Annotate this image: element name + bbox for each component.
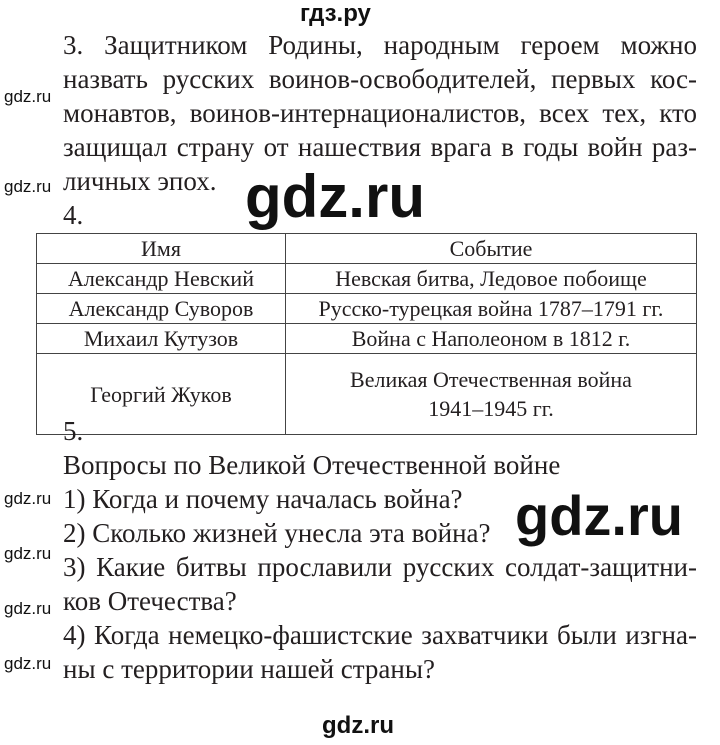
task5-number: 5.: [63, 416, 84, 446]
table-row: [37, 264, 697, 294]
watermark-small: gdz.ru: [4, 599, 52, 618]
watermark-small: gdz.ru: [4, 87, 52, 106]
table-header-row: [37, 234, 697, 264]
cell-event: Невская битва, Ледовое побоище: [286, 264, 697, 294]
task5-line: 2) Сколько жизней унесла эта война?: [63, 518, 491, 548]
watermark-top: гдз.ру: [300, 0, 371, 27]
cell-name: Александр Суворов: [37, 294, 286, 324]
task3-line: личных эпох.: [63, 166, 217, 196]
header-event: Событие: [286, 234, 697, 264]
cell-name: Михаил Кутузов: [37, 324, 286, 354]
task5-line: 4) Когда немецко-фашистские захватчики были изгна-: [63, 620, 697, 650]
watermark-bottom: gdz.ru: [322, 712, 394, 739]
watermark-small: gdz.ru: [4, 489, 52, 508]
cell-name: Александр Невский: [37, 264, 286, 294]
heroes-table: [36, 233, 697, 435]
watermark-small: gdz.ru: [4, 177, 52, 196]
cell-event-line: 1941–1945 гг.: [428, 396, 554, 421]
watermark-big: gdz.ru: [245, 163, 425, 230]
cell-event-line: Великая Отечественная война: [350, 367, 632, 392]
task4-number: 4.: [63, 200, 84, 230]
task3-line: защищал страну от нашествия врага в годы войн раз-: [63, 132, 697, 162]
task5-line: 1) Когда и почему началась война?: [63, 484, 463, 514]
task3-line: назвать русских воинов-освободителей, первых кос-: [63, 64, 697, 94]
cell-event: Русско-турецкая война 1787–1791 гг.: [286, 294, 697, 324]
watermark-small: gdz.ru: [4, 654, 52, 673]
task5-heading: Вопросы по Великой Отечественной войне: [63, 450, 561, 480]
watermark-big: gdz.ru: [515, 484, 683, 547]
header-name: Имя: [37, 234, 286, 264]
task5-line: ков Отечества?: [63, 586, 237, 616]
task3-line: монавтов, воинов-интернационалистов, всех тех, кто: [63, 98, 697, 128]
task5-line: 3) Какие битвы прославили русских солдат-защитни-: [63, 552, 697, 582]
cell-event: [286, 354, 697, 435]
table-row: [37, 354, 697, 435]
watermark-small: gdz.ru: [4, 544, 52, 563]
table-row: [37, 324, 697, 354]
cell-name: Георгий Жуков: [37, 354, 286, 435]
table-row: [37, 294, 697, 324]
task3-line: 3. Защитником Родины, народным героем можно: [63, 30, 697, 60]
cell-event: Война с Наполеоном в 1812 г.: [286, 324, 697, 354]
task5-line: ны с территории нашей страны?: [63, 654, 435, 684]
